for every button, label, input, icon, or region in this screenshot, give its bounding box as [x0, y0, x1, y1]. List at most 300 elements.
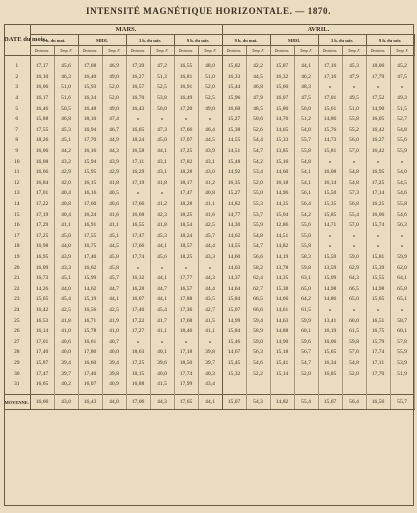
table-cell: 54,8 [246, 231, 270, 242]
table-cell: 14,19 [270, 252, 294, 263]
table-cell: 41,2 [198, 178, 222, 189]
table-cell: 41,9 [102, 315, 126, 326]
table-cell: 18,24 [126, 135, 150, 146]
day-number: 25 [4, 315, 30, 326]
table-cell: 54,2 [294, 209, 318, 220]
table-cell: 16,65 [30, 379, 54, 390]
table-cell: » [318, 305, 342, 316]
table-cell: 54,6 [390, 209, 414, 220]
day-number: 14 [4, 199, 30, 210]
table-cell: 58,2 [246, 262, 270, 273]
table-cell: 43,5 [198, 294, 222, 305]
table-cell: 14,30 [222, 220, 246, 231]
table-cell: 51,5 [390, 103, 414, 114]
table-cell: 15,85 [318, 209, 342, 220]
mean-cell: 14,82 [270, 395, 294, 410]
table-cell: 45,2 [390, 61, 414, 72]
table-cell: 48,3 [294, 82, 318, 93]
table-cell: 66,5 [342, 283, 366, 294]
table-row [4, 326, 414, 337]
table-cell: 14,35 [270, 273, 294, 284]
table-cell: 14,37 [222, 273, 246, 284]
table-cell: 15,44 [222, 82, 246, 93]
table-cell: 66,6 [246, 305, 270, 316]
table-cell: 39,7 [54, 368, 78, 379]
table-row [4, 135, 414, 146]
day-number: 2 [4, 72, 30, 83]
table-cell: 55,8 [342, 114, 366, 125]
table-cell: 54,7 [294, 358, 318, 369]
table-cell: 60,0 [342, 315, 366, 326]
table-cell: 15,55 [366, 273, 390, 284]
table-cell: 56,6 [246, 252, 270, 263]
table-row [4, 336, 414, 347]
table-cell: 16,08 [30, 156, 54, 167]
table-cell: 56,1 [294, 188, 318, 199]
table-cell: 17,20 [174, 103, 198, 114]
table-cell: 16,34 [318, 358, 342, 369]
table-cell: 14,90 [270, 336, 294, 347]
table-cell: 55,8 [294, 241, 318, 252]
table-cell: 18,50 [174, 358, 198, 369]
month-header-avril: AVRIL. [222, 24, 414, 35]
table-cell: 48,5 [246, 103, 270, 114]
table-cell: 52,5 [150, 82, 174, 93]
table-cell: 43,3 [54, 262, 78, 273]
table-row [4, 125, 414, 136]
mean-cell: 44,3 [150, 395, 174, 410]
table-cell: 44,1 [102, 294, 126, 305]
table-row [4, 82, 414, 93]
table-cell: 16,61 [78, 336, 102, 347]
table-row [4, 379, 414, 390]
table-cell: 59,6 [294, 336, 318, 347]
table-cell: 14,62 [222, 231, 246, 242]
table-row [4, 146, 414, 157]
table-row [4, 294, 414, 305]
table-cell: 41,1 [198, 326, 222, 337]
table-cell: 40,0 [54, 347, 78, 358]
table-cell: 40,6 [102, 199, 126, 210]
table-cell: 18,28 [174, 167, 198, 178]
table-cell: 17,55 [30, 125, 54, 136]
table-cell: 64,2 [294, 294, 318, 305]
table-cell: 40,9 [102, 379, 126, 390]
temperature-column-header: Temp. F. [102, 46, 126, 56]
table-cell: 15,45 [222, 358, 246, 369]
table-cell: 52,6 [246, 125, 270, 136]
table-cell: 42,5 [102, 305, 126, 316]
table-cell: 49,3 [390, 93, 414, 104]
table-cell: 16,06 [30, 146, 54, 157]
table-cell: 17,68 [78, 61, 102, 72]
table-cell: 44,3 [102, 146, 126, 157]
mean-cell: 43,0 [54, 395, 78, 410]
table-cell: 15,81 [318, 146, 342, 157]
table-cell: 58,7 [390, 315, 414, 326]
table-cell: 54,8 [342, 358, 366, 369]
table-cell: 17,01 [318, 93, 342, 104]
table-cell: 18,24 [174, 231, 198, 242]
table-cell: 44,7 [102, 283, 126, 294]
table-cell: 16,24 [78, 209, 102, 220]
table-cell: 16,68 [222, 103, 246, 114]
table-cell: 57,0 [342, 347, 366, 358]
table-cell: 56,3 [390, 220, 414, 231]
table-cell: 42,9 [54, 167, 78, 178]
day-number: 8 [4, 135, 30, 146]
table-cell: 17,39 [126, 61, 150, 72]
day-number: 19 [4, 252, 30, 263]
table-cell: 15,94 [78, 156, 102, 167]
table-cell: 18,17 [174, 178, 198, 189]
table-cell [222, 379, 246, 390]
table-cell: 56,0 [342, 135, 366, 146]
hour-header: 3 h. du soir. [126, 35, 174, 46]
table-cell: 60,1 [390, 326, 414, 337]
table-cell: 64,3 [342, 273, 366, 284]
table-row [4, 262, 414, 273]
table-cell: » [198, 262, 222, 273]
table-cell: 16,55 [174, 61, 198, 72]
table-cell: 17,74 [174, 368, 198, 379]
table-cell: 14,66 [270, 294, 294, 305]
table-cell: » [342, 156, 366, 167]
table-cell: 16,88 [126, 379, 150, 390]
table-cell: 41,0 [102, 326, 126, 337]
table-cell: 50,0 [294, 103, 318, 114]
table-cell: 41,8 [150, 178, 174, 189]
table-cell: 55,6 [294, 220, 318, 231]
table-cell [318, 379, 342, 390]
table-cell: 14,63 [270, 315, 294, 326]
temperature-column-header: Temp. F. [294, 46, 318, 56]
table-cell: 58,3 [294, 252, 318, 263]
table-row [4, 167, 414, 178]
table-cell: 15,81 [366, 252, 390, 263]
mean-cell: 16,56 [366, 395, 390, 410]
mean-cell: 55,7 [390, 395, 414, 410]
table-cell: 17,80 [78, 347, 102, 358]
table-cell: 62,7 [246, 283, 270, 294]
mean-cell: 56,4 [342, 395, 366, 410]
table-cell: 16,42 [366, 125, 390, 136]
table-cell: 15,84 [222, 326, 246, 337]
table-cell: 16,65 [126, 125, 150, 136]
table-cell: 54,4 [246, 135, 270, 146]
table-cell: 41,8 [54, 315, 78, 326]
table-cell: 55,9 [390, 347, 414, 358]
table-cell: 59,8 [342, 336, 366, 347]
table-cell: 55,2 [342, 125, 366, 136]
table-cell: 45,4 [150, 305, 174, 316]
mean-cell: 15,67 [318, 395, 342, 410]
table-row [4, 252, 414, 263]
table-cell: 56,7 [294, 347, 318, 358]
table-cell: 16,57 [174, 283, 198, 294]
table-cell: 45,1 [54, 273, 78, 284]
table-cell: 41,1 [198, 199, 222, 210]
day-number: 1 [4, 61, 30, 72]
divisions-column-header: Divisions. [222, 46, 246, 56]
day-number: 10 [4, 156, 30, 167]
temperature-column-header: Temp. F. [150, 46, 174, 56]
table-cell: 54,8 [342, 167, 366, 178]
table-cell: 59,0 [246, 336, 270, 347]
table-cell: 50,5 [54, 103, 78, 114]
table-row [4, 188, 414, 199]
table-cell: 16,42 [366, 146, 390, 157]
day-number: 18 [4, 241, 30, 252]
table-cell: 51,6 [54, 93, 78, 104]
table-cell: 44,5 [102, 241, 126, 252]
hour-header: 9 h. du mat. [222, 35, 270, 46]
table-cell: 17,79 [366, 72, 390, 83]
table-cell: 14,96 [270, 188, 294, 199]
day-number: 31 [4, 379, 30, 390]
day-number: 15 [4, 209, 30, 220]
table-cell: 47,5 [294, 93, 318, 104]
table-cell: 46,7 [102, 125, 126, 136]
table-cell: » [174, 262, 198, 273]
table-cell: 17,47 [174, 188, 198, 199]
mean-cell: 44,1 [198, 395, 222, 410]
table-cell: 44,0 [54, 283, 78, 294]
table-cell: 45,3 [54, 125, 78, 136]
table-cell: 15,61 [318, 103, 342, 114]
table-cell: 17,52 [366, 93, 390, 104]
mean-cell: 16,43 [78, 395, 102, 410]
table-cell: 17,25 [174, 146, 198, 157]
day-number: 13 [4, 188, 30, 199]
table-cell: 15,48 [222, 156, 246, 167]
table-cell: 55,0 [294, 231, 318, 242]
table-cell: 41,7 [150, 315, 174, 326]
table-cell: 16,53 [30, 315, 54, 326]
table-row [4, 283, 414, 294]
table-cell: 56,4 [294, 199, 318, 210]
table-cell: 52,0 [102, 93, 126, 104]
table-cell: 62,0 [390, 262, 414, 273]
table-cell: 40,8 [54, 199, 78, 210]
day-number: 9 [4, 146, 30, 157]
table-cell: 45,6 [54, 61, 78, 72]
table-cell: 16,91 [78, 220, 102, 231]
table-cell: 51,3 [150, 72, 174, 83]
table-cell: » [390, 305, 414, 316]
table-cell: 14,82 [222, 199, 246, 210]
table-cell: 49,5 [342, 93, 366, 104]
table-cell: 17,19 [126, 178, 150, 189]
table-cell: 51,0 [54, 82, 78, 93]
table-cell: 53,4 [246, 167, 270, 178]
data-table [4, 24, 415, 410]
table-cell: » [390, 241, 414, 252]
day-number: 3 [4, 82, 30, 93]
table-cell: » [126, 114, 150, 125]
table-cell: 15,19 [78, 294, 102, 305]
table-cell: 45,7 [198, 231, 222, 242]
table-cell: 41,1 [54, 220, 78, 231]
table-cell: 14,73 [318, 135, 342, 146]
table-cell: 44,1 [294, 61, 318, 72]
table-row [4, 114, 414, 125]
table-row [4, 358, 414, 369]
table-cell: 52,0 [342, 368, 366, 379]
table-cell: 16,98 [30, 241, 54, 252]
table-cell: 17,07 [174, 135, 198, 146]
table-cell: 41,5 [150, 379, 174, 390]
table-row [4, 305, 414, 316]
hour-header: 9 h. du soir. [366, 35, 414, 46]
table-cell: 15,66 [270, 82, 294, 93]
table-cell: 44,2 [54, 146, 78, 157]
table-cell: 45,3 [342, 61, 366, 72]
table-cell: 57,8 [390, 336, 414, 347]
table-cell: 43,1 [150, 156, 174, 167]
table-cell: 18,25 [174, 252, 198, 263]
table-cell: 17,68 [174, 315, 198, 326]
table-row [4, 231, 414, 242]
table-row [4, 273, 414, 284]
table-cell: » [150, 262, 174, 273]
table-cell: 17,66 [174, 125, 198, 136]
table-cell: 17,29 [30, 220, 54, 231]
table-cell: 16,94 [78, 125, 102, 136]
table-cell: 44,4 [198, 283, 222, 294]
table-cell: 62,9 [342, 262, 366, 273]
table-cell: 14,88 [270, 326, 294, 337]
table-cell: 65,1 [390, 294, 414, 305]
table-cell: 39,8 [198, 347, 222, 358]
table-cell: 15,99 [78, 273, 102, 284]
table-cell: 52,7 [390, 114, 414, 125]
table-cell: 42,5 [198, 220, 222, 231]
table-cell: 51,0 [198, 72, 222, 83]
table-cell: 43,0 [198, 167, 222, 178]
table-cell [270, 379, 294, 390]
table-cell: 43,1 [150, 167, 174, 178]
table-cell: 42,2 [246, 61, 270, 72]
table-cell: 39,6 [150, 358, 174, 369]
table-cell: 13,85 [270, 146, 294, 157]
table-cell: 16,17 [30, 93, 54, 104]
table-cell: 15,27 [222, 114, 246, 125]
table-cell: 17,19 [30, 209, 54, 220]
table-cell: 16,55 [126, 220, 150, 231]
table-cell: 52,0 [102, 82, 126, 93]
table-cell: 14,98 [318, 283, 342, 294]
table-cell: » [126, 262, 150, 273]
table-cell: 17,70 [366, 368, 390, 379]
table-cell: 42,0 [54, 178, 78, 189]
table-cell: 16,19 [318, 326, 342, 337]
table-cell: 15,27 [222, 188, 246, 199]
table-cell: 18,54 [174, 220, 198, 231]
table-cell: 46,3 [54, 72, 78, 83]
table-cell: 17,14 [366, 188, 390, 199]
table-cell: 54,7 [246, 146, 270, 157]
table-cell: 16,57 [126, 82, 150, 93]
table-cell: » [150, 336, 174, 347]
table-cell: 14,51 [222, 146, 246, 157]
table-cell: 15,46 [222, 336, 246, 347]
table-cell: 16,35 [222, 178, 246, 189]
table-cell: 18,57 [174, 241, 198, 252]
day-number: 23 [4, 294, 30, 305]
table-cell: 17,25 [366, 178, 390, 189]
table-cell: 14,92 [222, 167, 246, 178]
table-cell: » [366, 305, 390, 316]
table-cell: » [342, 305, 366, 316]
table-cell: 56,8 [342, 199, 366, 210]
table-cell: 44,9 [102, 135, 126, 146]
table-cell: 56,3 [246, 347, 270, 358]
table-cell: 16,56 [78, 305, 102, 316]
mean-label: MOYENNE. [4, 395, 30, 410]
date-column-header: DATE du mois. [4, 24, 30, 56]
table-cell: 47,9 [342, 72, 366, 83]
table-cell [294, 379, 318, 390]
table-cell: 15,38 [222, 125, 246, 136]
table-cell: 17,25 [30, 231, 54, 242]
table-cell: 58,9 [246, 326, 270, 337]
table-cell: 14,67 [222, 347, 246, 358]
mean-cell: 44,0 [102, 395, 126, 410]
table-cell: 51,9 [390, 368, 414, 379]
table-cell: 16,62 [78, 262, 102, 273]
table-cell: 39,4 [54, 358, 78, 369]
table-cell: 16,29 [126, 167, 150, 178]
table-cell: 47,5 [390, 72, 414, 83]
table-cell: 40,0 [150, 368, 174, 379]
temperature-column-header: Temp. F. [54, 46, 78, 56]
table-cell: 54,8 [390, 125, 414, 136]
table-cell: 54,6 [390, 188, 414, 199]
table-cell: 41,5 [198, 315, 222, 326]
table-cell: 55,4 [342, 209, 366, 220]
table-cell: 54,0 [390, 167, 414, 178]
table-cell: » [342, 241, 366, 252]
table-cell: » [366, 241, 390, 252]
mean-cell: 17,65 [174, 395, 198, 410]
divisions-column-header: Divisions. [270, 46, 294, 56]
table-cell: 15,87 [270, 61, 294, 72]
day-number: 12 [4, 178, 30, 189]
table-cell [366, 379, 390, 390]
table-row [4, 61, 414, 72]
table-cell: 46,8 [246, 82, 270, 93]
table-cell: 16,32 [126, 273, 150, 284]
table-cell: 15,74 [366, 220, 390, 231]
table-cell: 53,7 [246, 209, 270, 220]
table-cell: 40,3 [198, 368, 222, 379]
divisions-column-header: Divisions. [126, 46, 150, 56]
table-cell: 54,1 [294, 178, 318, 189]
table-cell: » [366, 82, 390, 93]
day-number: 26 [4, 326, 30, 337]
table-cell: 54,6 [246, 358, 270, 369]
table-cell: » [366, 231, 390, 242]
table-cell: 53,9 [390, 358, 414, 369]
table-cell: 15,88 [30, 114, 54, 125]
table-cell: 17,22 [126, 315, 150, 326]
table-cell: 15,95 [78, 167, 102, 178]
table-cell: 14,98 [366, 283, 390, 294]
table-cell: 57,0 [342, 146, 366, 157]
mean-cell: 17,06 [126, 395, 150, 410]
table-cell: 16,48 [78, 103, 102, 114]
